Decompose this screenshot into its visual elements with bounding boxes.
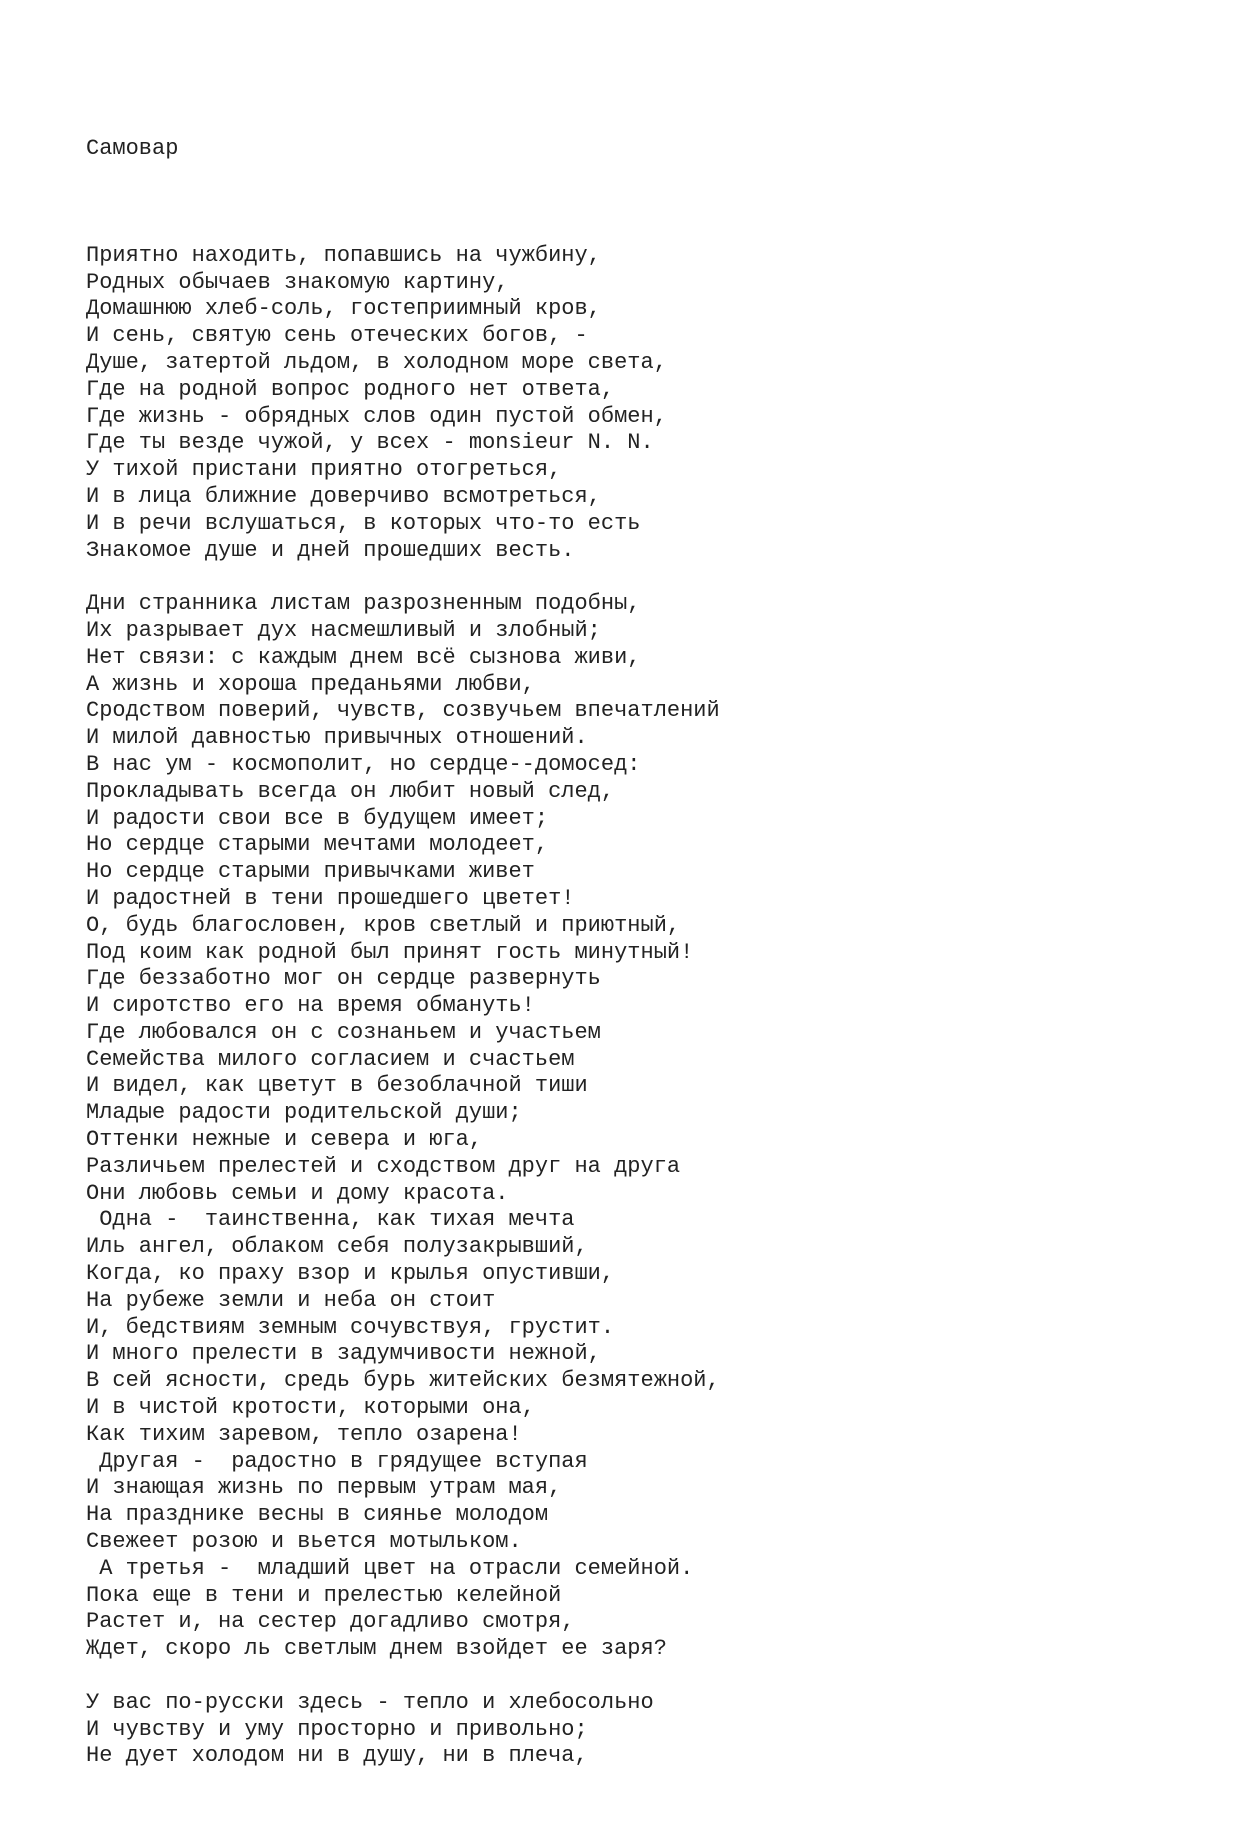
poem-line: Различьем прелестей и сходством друг на друга — [86, 1153, 681, 1179]
poem-line: Не дует холодом ни в душу, ни в плеча, — [86, 1743, 588, 1769]
poem-line: И милой давностью привычных отношений. — [86, 725, 588, 751]
poem-line: Другая - радостно в грядущее вступая — [86, 1448, 588, 1474]
poem-text — [86, 82, 720, 1824]
poem-line: Но сердце старыми привычками живет — [86, 859, 535, 885]
poem-line: Под коим как родной был принят гость минутный! — [86, 939, 694, 965]
poem-line: Дни странника листам разрозненным подобны, — [86, 591, 641, 617]
stanza-3 — [86, 1690, 720, 1770]
poem-line: Где жизнь - обрядных слов один пустой обмен, — [86, 403, 667, 429]
poem-line: И радостней в тени прошедшего цветет! — [86, 885, 575, 911]
poem-line: О, будь благословен, кров светлый и приютный, — [86, 912, 681, 938]
poem-line: Приятно находить, попавшись на чужбину, — [86, 242, 601, 268]
poem-line: Сродством поверий, чувств, созвучьем впечатлений — [86, 698, 720, 724]
poem-line: И, бедствиям земным сочувствуя, грустит. — [86, 1314, 615, 1340]
poem-line: И видел, как цветут в безоблачной тиши — [86, 1073, 588, 1099]
poem-line: И знающая жизнь по первым утрам мая, — [86, 1475, 562, 1501]
poem-line: Младые радости родительской души; — [86, 1100, 522, 1126]
poem-line: И в лица ближние доверчиво всмотреться, — [86, 483, 601, 509]
poem-line: Душе, затертой льдом, в холодном море света, — [86, 349, 667, 375]
poem-title: Самовар — [86, 135, 179, 161]
poem-line: И в чистой кротости, которыми она, — [86, 1395, 535, 1421]
poem-line: Прокладывать всегда он любит новый след, — [86, 778, 615, 804]
poem-line: Они любовь семьи и дому красота. — [86, 1180, 509, 1206]
poem-line: Нет связи: с каждым днем всё сызнова живи, — [86, 644, 641, 670]
stanza-2 — [86, 591, 720, 1663]
poem-line: И в речи вслушаться, в которых что-то есть — [86, 510, 641, 536]
poem-line: И сень, святую сень отеческих богов, - — [86, 323, 588, 349]
poem-line: Знакомое душе и дней прошедших весть. — [86, 537, 575, 563]
poem-line: Одна - таинственна, как тихая мечта — [86, 1207, 575, 1233]
poem-line: Как тихим заревом, тепло озарена! — [86, 1421, 522, 1447]
poem-line: На рубеже земли и неба он стоит — [86, 1287, 496, 1313]
poem-line: Родных обычаев знакомую картину, — [86, 269, 509, 295]
poem-line: Где на родной вопрос родного нет ответа, — [86, 376, 615, 402]
poem-line: И много прелести в задумчивости нежной, — [86, 1341, 601, 1367]
poem-line: Когда, ко праху взор и крылья опустивши, — [86, 1261, 615, 1287]
poem-line: Где любовался он с сознаньем и участьем — [86, 1019, 601, 1045]
poem-line: И сиротство его на время обмануть! — [86, 993, 535, 1019]
poem-line: А третья - младший цвет на отрасли семейной. — [86, 1555, 694, 1581]
poem-body — [86, 243, 720, 1770]
poem-line: У тихой пристани приятно отогреться, — [86, 457, 562, 483]
stanza-1 — [86, 243, 720, 565]
poem-line: Оттенки нежные и севера и юга, — [86, 1127, 483, 1153]
poem-line: Иль ангел, облаком себя полузакрывший, — [86, 1234, 588, 1260]
poem-line: И радости свои все в будущем имеет; — [86, 805, 549, 831]
poem-line: А жизнь и хороша преданьями любви, — [86, 671, 535, 697]
poem-line: Пока еще в тени и прелестью келейной — [86, 1582, 562, 1608]
poem-line: Но сердце старыми мечтами молодеет, — [86, 832, 549, 858]
poem-line: На празднике весны в сиянье молодом — [86, 1502, 549, 1528]
poem-line: У вас по-русски здесь - тепло и хлебосольно — [86, 1689, 654, 1715]
poem-line: Домашнюю хлеб-соль, гостеприимный кров, — [86, 296, 601, 322]
poem-line: Где беззаботно мог он сердце развернуть — [86, 966, 601, 992]
poem-line: Где ты везде чужой, у всех - monsieur N. N. — [86, 430, 654, 456]
poem-line: В сей ясности, средь бурь житейских безмятежной, — [86, 1368, 720, 1394]
poem-line: И чувству и уму просторно и привольно; — [86, 1716, 588, 1742]
poem-line: Ждет, скоро ль светлым днем взойдет ее заря? — [86, 1636, 667, 1662]
poem-line: Их разрывает дух насмешливый и злобный; — [86, 617, 601, 643]
poem-line: Свежеет розою и вьется мотыльком. — [86, 1529, 522, 1555]
poem-line: В нас ум - космополит, но сердце--домосед: — [86, 751, 641, 777]
poem-line: Семейства милого согласием и счастьем — [86, 1046, 575, 1072]
poem-line: Растет и, на сестер догадливо смотря, — [86, 1609, 575, 1635]
